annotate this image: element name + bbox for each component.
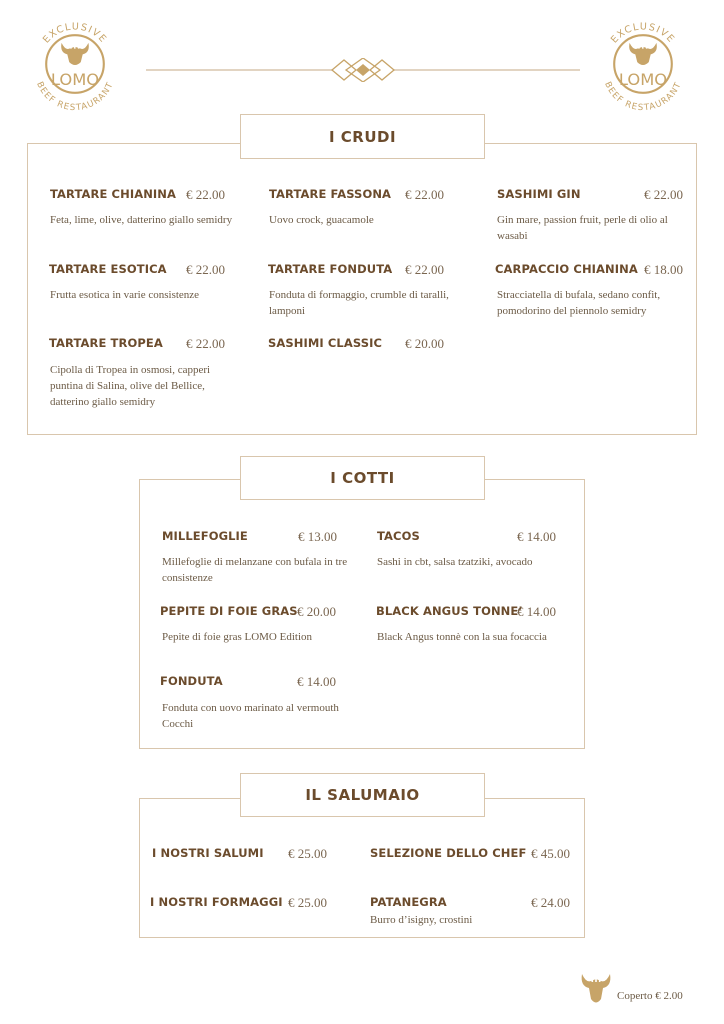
item-price: € 22.00	[186, 336, 225, 351]
section-crudi-title	[240, 114, 485, 159]
item-desc: Uovo crock, guacamole	[269, 214, 374, 226]
item-desc: Burro d’isigny, crostini	[370, 914, 473, 926]
section-cotti-title	[240, 456, 485, 500]
logo-bottom-text: BEEF RESTAURANT	[602, 80, 684, 114]
coperto-text: Coperto € 2.00	[617, 990, 683, 1002]
logo-top-text: EXCLUSIVE	[40, 21, 110, 46]
section-salumaio-title	[240, 773, 485, 817]
lomo-logo-icon	[595, 14, 691, 114]
section-title-text: I CRUDI	[328, 127, 397, 146]
item-price: € 14.00	[517, 604, 556, 619]
logo-bottom-text: BEEF RESTAURANT	[34, 80, 116, 114]
item-desc: Feta, lime, olive, datterino giallo semidry	[50, 214, 233, 226]
item-name: TARTARE TROPEA	[49, 336, 163, 350]
item-name: PEPITE DI FOIE GRAS	[160, 604, 298, 618]
logo-left	[27, 14, 123, 114]
item-desc: Cipolla di Tropea in osmosi, capperi puntina di Salina, olive del Bellice, datterino giallo semidry	[50, 364, 211, 408]
item-desc: Frutta esotica in varie consistenze	[50, 289, 200, 301]
item-price: € 24.00	[531, 895, 570, 910]
logo-name: LOMO	[50, 70, 100, 90]
item-name: I NOSTRI SALUMI	[152, 846, 264, 860]
item-name: PATANEGRA	[370, 895, 447, 909]
item-price: € 18.00	[644, 262, 683, 277]
item-price: € 13.00	[298, 529, 337, 544]
item-name: TARTARE CHIANINA	[50, 187, 177, 201]
item-name: SASHIMI GIN	[497, 187, 581, 201]
section-title-text: I COTTI	[330, 469, 395, 487]
item-name: BLACK ANGUS TONNE’	[376, 604, 523, 618]
ornament-divider	[146, 58, 580, 82]
item-name: MILLEFOGLIE	[162, 529, 248, 543]
item-name: CARPACCIO CHIANINA	[495, 262, 638, 276]
item-price: € 14.00	[297, 674, 336, 689]
item-desc: Fonduta con uovo marinato al vermouth Cocchi	[162, 702, 339, 730]
item-desc: Gin mare, passion fruit, perle di olio al wasabi	[497, 214, 668, 242]
item-price: € 22.00	[405, 262, 444, 277]
item-name: TACOS	[377, 529, 420, 543]
item-price: € 22.00	[186, 187, 225, 202]
item-name: TARTARE FONDUTA	[268, 262, 393, 276]
item-name: SELEZIONE DELLO CHEF	[370, 846, 527, 860]
item-desc: Sashi in cbt, salsa tzatziki, avocado	[377, 556, 533, 568]
item-desc: Stracciatella di bufala, sedano confit, pomodorino del piennolo semidry	[497, 289, 661, 317]
item-name: I NOSTRI FORMAGGI	[150, 895, 283, 909]
item-price: € 25.00	[288, 895, 327, 910]
item-desc: Fonduta di formaggio, crumble di taralli, lamponi	[269, 289, 449, 317]
lomo-logo-icon	[27, 14, 123, 114]
item-price: € 22.00	[186, 262, 225, 277]
item-name: TARTARE ESOTICA	[49, 262, 167, 276]
item-price: € 22.00	[405, 187, 444, 202]
item-desc: Pepite di foie gras LOMO Edition	[162, 631, 313, 643]
logo-name: LOMO	[618, 70, 668, 90]
bull-head-icon	[579, 966, 613, 1008]
item-desc: Millefoglie di melanzane con bufala in tre consistenze	[162, 556, 348, 584]
item-name: SASHIMI CLASSIC	[268, 336, 383, 350]
item-price: € 14.00	[517, 529, 556, 544]
item-price: € 22.00	[644, 187, 683, 202]
item-price: € 20.00	[405, 336, 444, 351]
item-price: € 45.00	[531, 846, 570, 861]
logo-right	[595, 14, 691, 114]
item-name: FONDUTA	[160, 674, 223, 688]
item-price: € 20.00	[297, 604, 336, 619]
section-title-text: IL SALUMAIO	[305, 786, 420, 804]
item-desc: Black Angus tonnè con la sua focaccia	[377, 631, 547, 643]
logo-top-text: EXCLUSIVE	[608, 21, 678, 46]
item-price: € 25.00	[288, 846, 327, 861]
item-name: TARTARE FASSONA	[269, 187, 392, 201]
